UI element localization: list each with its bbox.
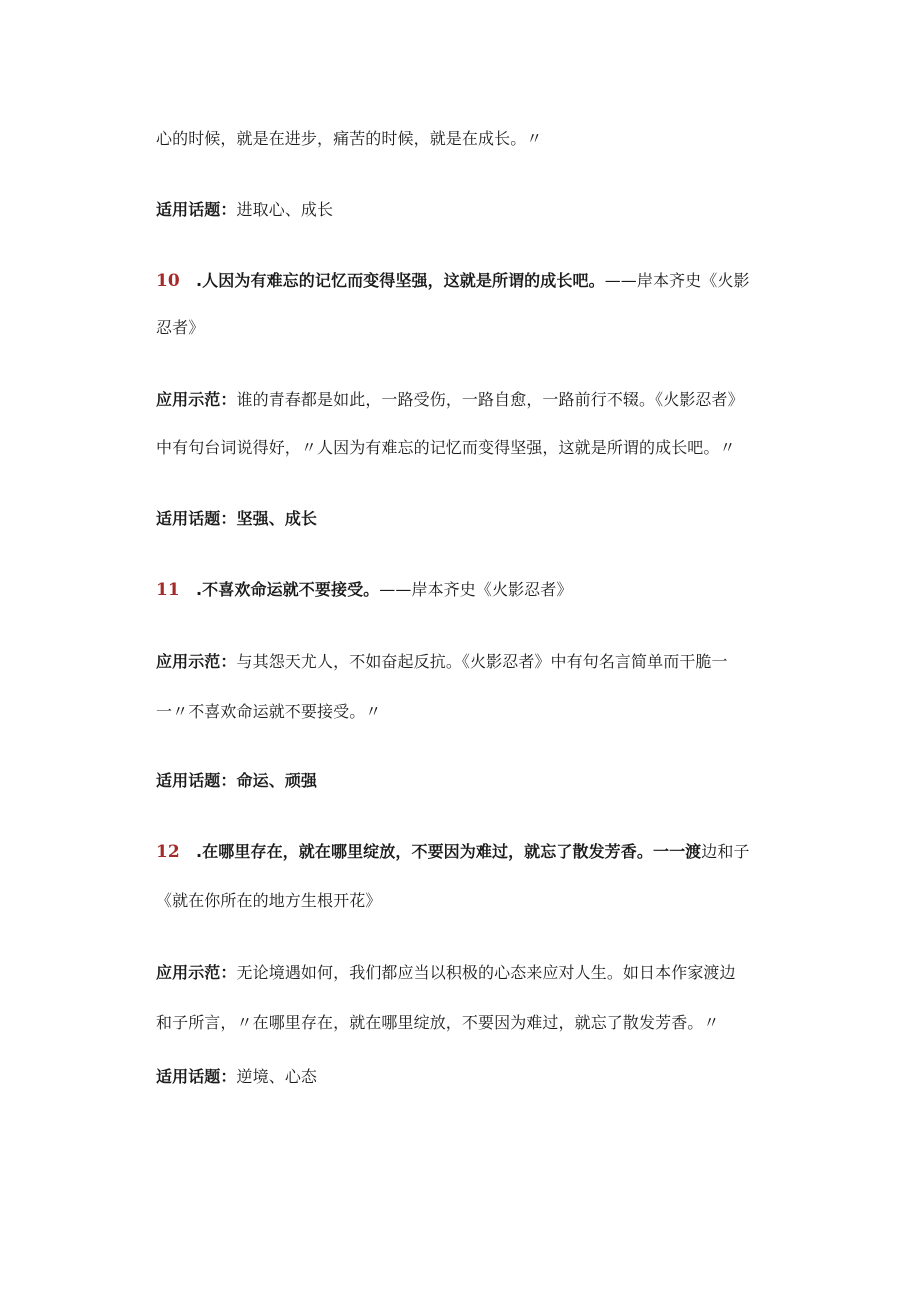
example-text-continued: 和子所言，〃在哪里存在，就在哪里绽放，不要因为难过，就忘了散发芳香。〃 bbox=[156, 1013, 720, 1032]
item-source: ——岸本齐史《火影忍者》 bbox=[379, 580, 573, 599]
item-11-quote-line bbox=[156, 579, 771, 601]
item-quote: .人因为有难忘的记忆而变得坚强，这就是所谓的成长吧。 bbox=[196, 271, 605, 290]
topic-label: 适用话题： bbox=[156, 200, 237, 219]
example-text: 无论境遇如何，我们都应当以积极的心态来应对人生。如日本作家渡边 bbox=[236, 963, 736, 982]
intro-topic-line bbox=[156, 199, 771, 221]
topic-value: 逆境、心态 bbox=[236, 1067, 318, 1086]
example-text: 谁的青春都是如此，一路受伤，一路自愈，一路前行不辍。《火影忍者》 bbox=[236, 390, 744, 409]
item-10-source-line bbox=[156, 317, 771, 339]
topic-label: 适用话题： bbox=[156, 509, 237, 528]
item-number: 12 bbox=[156, 842, 180, 862]
topic-value: 命运、顽强 bbox=[236, 771, 318, 790]
item-number: 10 bbox=[156, 271, 180, 291]
item-11-topic-line bbox=[156, 770, 771, 792]
item-source: 边和子 bbox=[701, 842, 750, 861]
item-10-example-line-2 bbox=[156, 437, 771, 459]
item-12-source-line bbox=[156, 890, 771, 912]
item-12-example-line-2 bbox=[156, 1012, 771, 1034]
item-10-example-line-1 bbox=[156, 389, 771, 411]
item-11-example-line-1 bbox=[156, 651, 771, 673]
topic-value: 坚强、成长 bbox=[236, 509, 318, 528]
topic-value: 进取心、成长 bbox=[236, 200, 334, 219]
example-label: 应用示范： bbox=[156, 652, 237, 671]
example-label: 应用示范： bbox=[156, 390, 237, 409]
item-source-continued: 忍者》 bbox=[156, 318, 205, 337]
intro-quote-line bbox=[156, 128, 771, 150]
item-source-continued: 《就在你所在的地方生根开花》 bbox=[156, 891, 382, 910]
item-number: 11 bbox=[156, 580, 180, 600]
item-10-topic-line bbox=[156, 508, 771, 530]
intro-quote-text: 心的时候，就是在进步，痛苦的时候，就是在成长。〃 bbox=[156, 129, 543, 148]
topic-label: 适用话题： bbox=[156, 771, 237, 790]
item-quote: .不喜欢命运就不要接受。 bbox=[196, 580, 380, 599]
example-text: 与其怨天尤人，不如奋起反抗。《火影忍者》中有句名言简单而干脆一 bbox=[236, 652, 728, 671]
topic-label: 适用话题： bbox=[156, 1067, 237, 1086]
item-10-quote-line bbox=[156, 270, 771, 292]
item-11-example-line-2 bbox=[156, 701, 771, 723]
item-12-topic-line bbox=[156, 1066, 771, 1088]
item-quote: .在哪里存在，就在哪里绽放，不要因为难过，就忘了散发芳香。一一渡 bbox=[196, 842, 702, 861]
item-12-example-line-1 bbox=[156, 962, 771, 984]
item-12-quote-line bbox=[156, 841, 771, 863]
item-source: ——岸本齐史《火影 bbox=[604, 271, 750, 290]
example-text-continued: 一〃不喜欢命运就不要接受。〃 bbox=[156, 702, 382, 721]
example-label: 应用示范： bbox=[156, 963, 237, 982]
example-text-continued: 中有句台词说得好，〃人因为有难忘的记忆而变得坚强，这就是所谓的成长吧。〃 bbox=[156, 438, 736, 457]
